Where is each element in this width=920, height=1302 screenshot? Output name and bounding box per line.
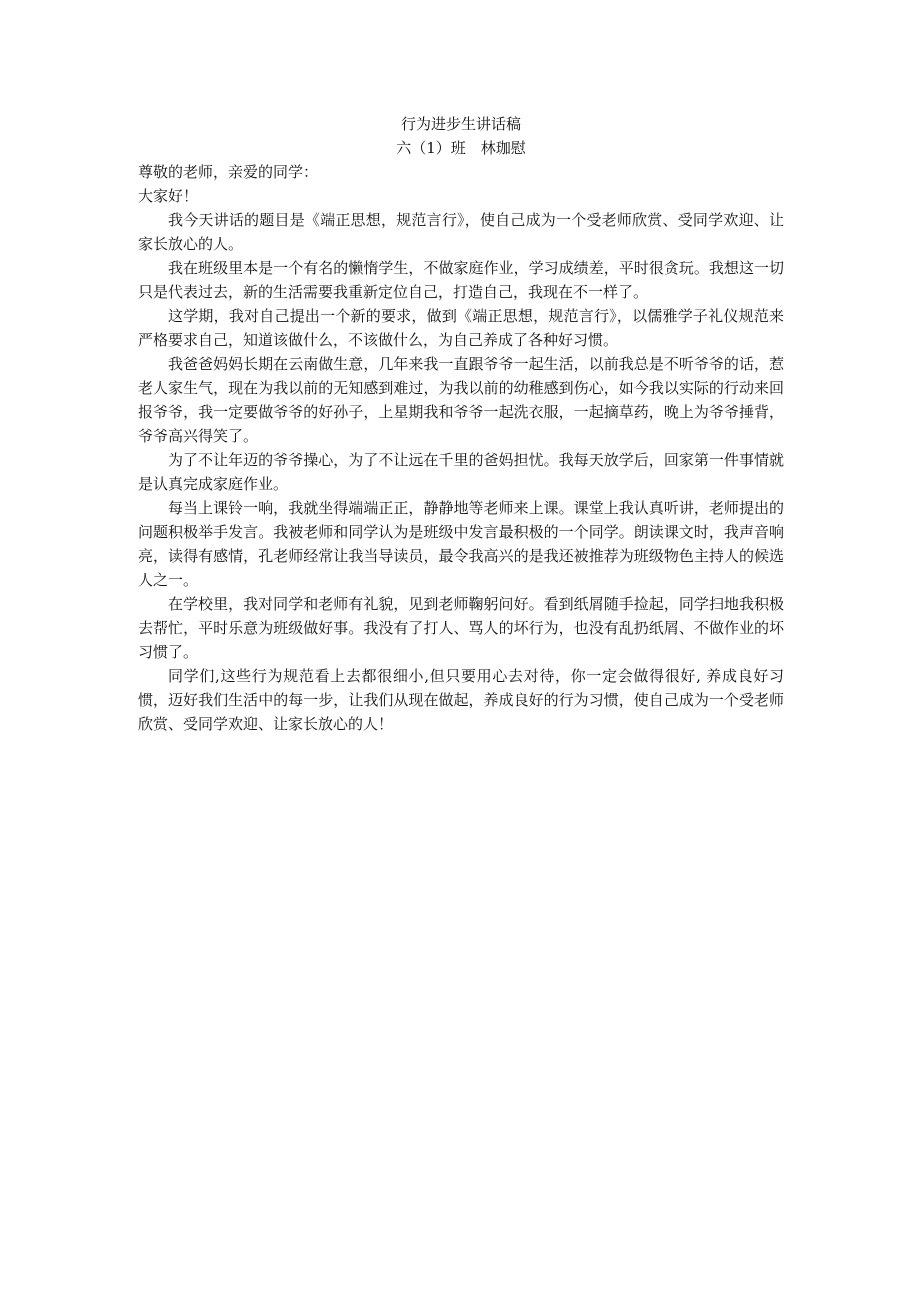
paragraph: 每当上课铃一响，我就坐得端端正正，静静地等老师来上课。课堂上我认真听讲，老师提出的问题积极举手发言。我被老师和同学认为是班级中发言最积极的一个同学。朗读课文时，我声音响亮，读得有感情，孔老师经常让我当导读员，最令我高兴的是我还被推荐为班级物色主持人的候选人之一。	[138, 499, 784, 589]
document-title: 行为进步生讲话稿	[400, 115, 521, 133]
paragraph: 我爸爸妈妈长期在云南做生意，几年来我一直跟爷爷一起生活，以前我总是不听爷爷的话，惹老人家生气，现在为我以前的无知感到难过，为我以前的幼稚感到伤心，如今我以实际的行动来回报爷爷，我一定要做爷爷的好孙子，上星期我和爷爷一起洗衣服，一起摘草药，晚上为爷爷捶背，爷爷高兴得笑了。	[138, 355, 784, 445]
paragraph: 我在班级里本是一个有名的懒惰学生，不做家庭作业，学习成绩差，平时很贪玩。我想这一切只是代表过去，新的生活需要我重新定位自己，打造自己，我现在不一样了。	[138, 259, 784, 301]
paragraph: 在学校里，我对同学和老师有礼貌，见到老师鞠躬问好。看到纸屑随手捡起，同学扫地我积极去帮忙，平时乐意为班级做好事。我没有了打人、骂人的坏行为，也没有乱扔纸屑、不做作业的坏习惯了。	[138, 595, 784, 661]
paragraph: 这学期，我对自己提出一个新的要求，做到《端正思想，规范言行》，以儒雅学子礼仪规范来严格要求自己，知道该做什么，不该做什么，为自己养成了各种好习惯。	[138, 307, 784, 349]
paragraph: 为了不让年迈的爷爷操心，为了不让远在千里的爸妈担忧。我每天放学后，回家第一件事情就是认真完成家庭作业。	[138, 451, 784, 493]
paragraph: 我今天讲话的题目是《端正思想，规范言行》，使自己成为一个受老师欣赏、受同学欢迎、让家长放心的人。	[138, 211, 784, 253]
author-byline: 六（1）班 林珈慰	[396, 139, 526, 157]
salutation: 尊敬的老师，亲爱的同学：	[138, 163, 319, 181]
document-page	[138, 112, 784, 736]
greeting: 大家好！	[138, 187, 199, 205]
paragraph: 同学们,这些行为规范看上去都很细小,但只要用心去对待，你一定会做得很好, 养成良好习惯，迈好我们生活中的每一步，让我们从现在做起，养成良好的行为习惯，使自己成为一个受老师欣赏、受同学欢迎、让家长放心的人！	[138, 667, 784, 733]
